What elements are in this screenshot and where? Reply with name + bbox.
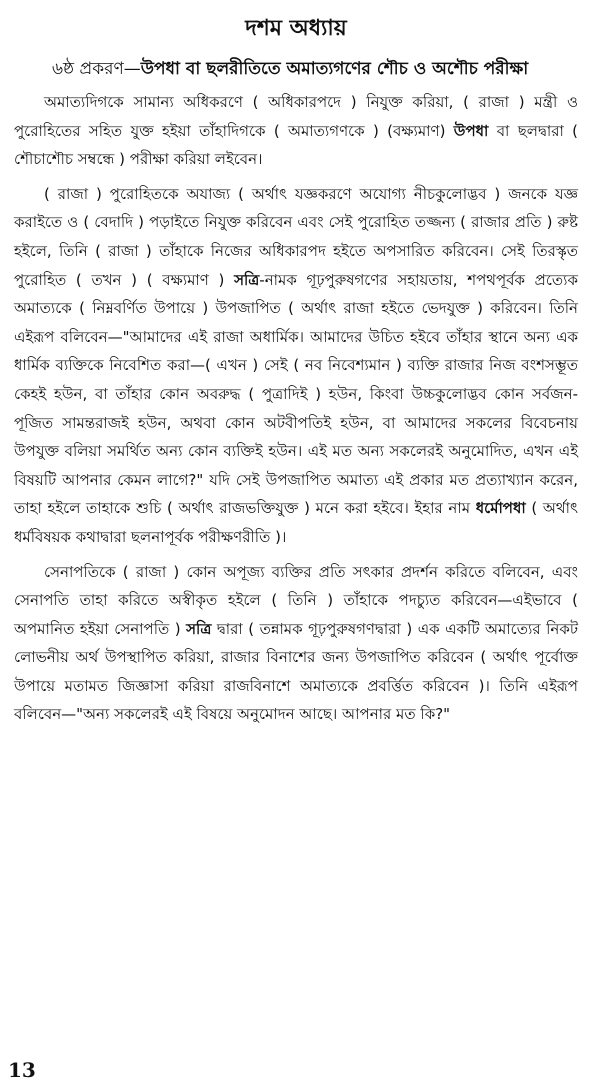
paragraph-text: সেনাপতিকে ( রাজা ) কোন অপূজ্য ব্যক্তির প্রতি সৎকার প্রদর্শন করিতে বলিবেন, এবং সেনাপতি তাহা করিতে অস্বীকৃত হইলে ( তিনি ) তাঁহাকে পদচ্যুত করিবেন—এইভাবে ( অপমানিত হইয়া সেনাপতি ): [14, 562, 578, 638]
paragraph-text: অমাত্যদিগকে সামান্য অধিকরণে ( অধিকারপদে ) নিযুক্ত করিয়া, ( রাজা ) মন্ত্রী ও পুরোহিতের সহিত যুক্ত হইয়া তাঁহাদিগকে ( অমাত্যগণকে ) (বক্ষ্যমাণ): [14, 93, 578, 140]
body-paragraph: [14, 558, 578, 730]
chapter-title: দশম অধ্যায়: [245, 16, 347, 41]
paragraph-text: ( রাজা ) পুরোহিতকে অযাজ্য ( অর্থাৎ যজ্ঞকরণে অযোগ্য নীচকুলোদ্ভব ) জনকে যজ্ঞ করাইতে ও ( বেদাদি ) পড়াইতে নিযুক্ত করিবেন এবং সেই পুরোহিত তজ্জন্য ( রাজার প্রতি ) রুষ্ট হইলে, তিনি ( রাজা ) তাঁহাকে নিজের অধিকারপদ হইতে অপসারিত করিবেন। সেই তিরস্কৃত পুরোহিত ( তখন ) ( বক্ষ্যমাণ ): [14, 184, 578, 289]
emphasized-term: ধর্মোপধা: [475, 499, 526, 518]
section-heading-prefix: ৬ষ্ঠ প্রকরণ—: [52, 59, 141, 79]
section-heading: [14, 54, 578, 84]
page-number: 13: [8, 1058, 36, 1082]
paragraph-text: ( অর্থাৎ ধর্মবিষয়ক কথাদ্বারা ছলনাপূর্বক পরীক্ষণরীতি )।: [14, 499, 578, 546]
paragraph-text: দ্বারা ( তন্নামক গূঢ়পুরুষগণদ্বারা ) এক একটি অমাত্যের নিকট লোভনীয় অর্থ উপস্থাপিত করিয়া, রাজার বিনাশের জন্য উপজাপিত করিবেন ( অর্থাৎ পূর্বোক্ত উপায়ে মতামত জিজ্ঞাসা করিয়া রাজবিনাশে অমাত্যকে প্রবর্ত্তিত করিবেন )। তিনি এইরূপ বলিবেন—"অন্য সকলেরই এই বিষয়ে অনুমোদন আছে। আপনার মত কি?": [14, 619, 578, 724]
body-text: [14, 88, 578, 729]
section-heading-title: উপধা বা ছলরীতিতে অমাত্যগণের শৌচ ও অশৌচ পরীক্ষা: [140, 59, 529, 79]
emphasized-term: উপধা: [453, 121, 489, 140]
emphasized-term: সত্রি: [234, 270, 260, 289]
body-paragraph: [14, 180, 578, 552]
paragraph-text: -নামক গূঢ়পুরুষগণের সহায়তায়, শপথপূর্বক প্রত্যেক অমাত্যকে ( নিম্নবর্ণিত উপায়ে ) উপজাপিত ( অর্থাৎ রাজা হইতে ভেদযুক্ত ) করিবেন। তিনি এইরূপ বলিবেন—"আমাদের এই রাজা অধার্মিক। আমাদের উচিত হইবে তাঁহার স্থানে অন্য এক ধার্মিক ব্যক্তিকে নিবেশিত করা—( এখন ) সেই ( নব নিবেশ্যমান ) ব্যক্তি রাজার নিজ বংশসম্ভূত কেহই হউন, বা তাঁহার কোন অবরুদ্ধ ( পুত্রাদিই ) হউন, কিংবা উচ্চকুলোদ্ভব কোন সর্বজন-পূজিত সামন্তরাজই হউন, অথবা কোন অটবীপতিই হউন, বা আমাদের সকলের বিবেচনায় উপযুক্ত বলিয়া সমর্থিত অন্য কোন ব্যক্তিই হউন। এই মত অন্য সকলেরই অনুমোদিত, এখন এই বিষয়টি আপনার কেমন লাগে?" যদি সেই উপজাপিত অমাত্য এই প্রকার মত প্রত্যাখ্যান করেন, তাহা হইলে তাহাকে শুচি ( অর্থাৎ রাজভক্তিযুক্ত ) মনে করা হইবে। ইহার নাম: [14, 270, 578, 518]
body-paragraph: [14, 88, 578, 174]
emphasized-term: সত্রি: [186, 619, 212, 638]
paragraph-text: বা ছলদ্বারা ( শৌচাশৌচ সম্বন্ধে ) পরীক্ষা করিয়া লইবেন।: [14, 121, 578, 169]
